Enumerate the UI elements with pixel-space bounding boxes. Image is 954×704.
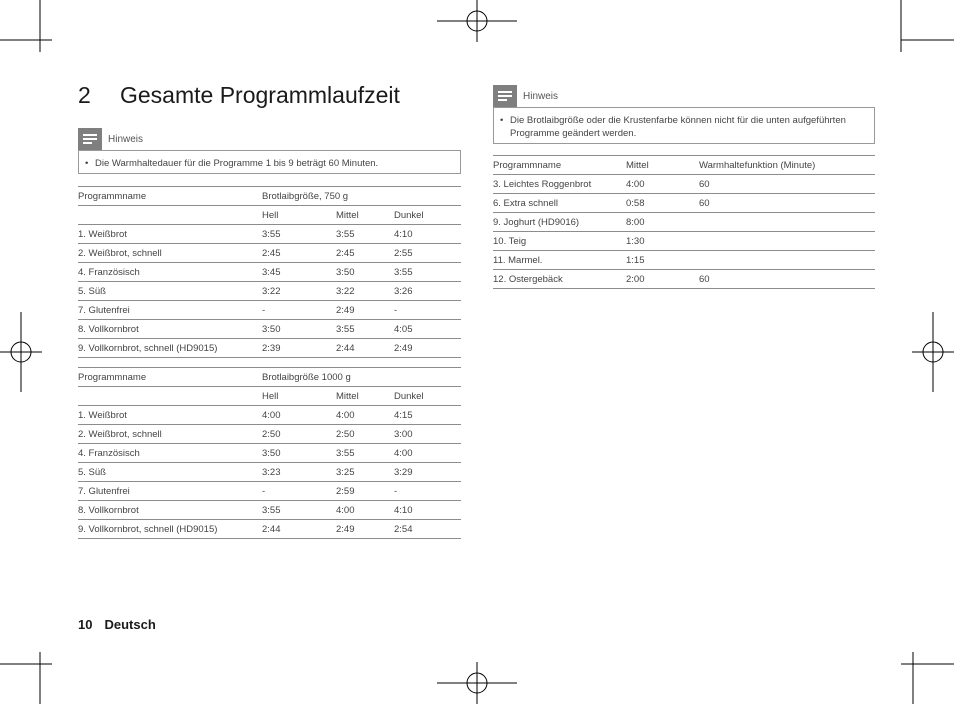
header-cell: Programmname (493, 156, 626, 175)
table-cell: 60 (699, 270, 875, 289)
table-cell: 2. Weißbrot, schnell (78, 425, 262, 444)
header-cell: Hell (262, 387, 336, 406)
table-cell: 3:55 (336, 444, 394, 463)
table-cell: 4:10 (394, 225, 461, 244)
table-cell: 2:39 (262, 339, 336, 358)
header-cell: Brotlaibgröße, 750 g (262, 187, 461, 206)
table-cell: 9. Joghurt (HD9016) (493, 213, 626, 232)
crop-mark-top-left (0, 0, 52, 52)
table-cell: 1:30 (626, 232, 699, 251)
table-row (78, 406, 461, 425)
table-cell: 3:55 (262, 501, 336, 520)
table-cell (699, 213, 875, 232)
table-row (493, 194, 875, 213)
table-row (493, 232, 875, 251)
table-cell: 3:45 (262, 263, 336, 282)
table-cell: 2:50 (336, 425, 394, 444)
table-cell: 2:49 (394, 339, 461, 358)
header-cell: Programmname (78, 368, 262, 387)
table-cell: 3:50 (262, 320, 336, 339)
table-row (78, 425, 461, 444)
table-row (78, 482, 461, 501)
page-number: 10 (78, 617, 93, 632)
note-text: Die Brotlaibgröße oder die Krustenfarbe können nicht für die unten aufgeführten Programme geändert werden. (510, 115, 846, 139)
note-icon (493, 85, 517, 107)
table-cell: 3:22 (336, 282, 394, 301)
table-row (78, 244, 461, 263)
table-cell: 60 (699, 175, 875, 194)
note-icon (78, 128, 102, 150)
registration-mark-right (912, 312, 954, 392)
table-cell: 4:00 (336, 406, 394, 425)
note-label: Hinweis (108, 133, 144, 145)
table-cell: 2:59 (336, 482, 394, 501)
registration-mark-bottom (437, 662, 517, 704)
bullet: • (85, 158, 89, 169)
table-cell: 3:23 (262, 463, 336, 482)
table-subheader-row (78, 387, 461, 406)
table-cell: 4:00 (262, 406, 336, 425)
table-row (78, 282, 461, 301)
table-row (78, 339, 461, 358)
table-row (78, 520, 461, 539)
section-title: Gesamte Programmlaufzeit (120, 82, 400, 108)
header-cell: Mittel (336, 206, 394, 225)
table-cell: 11. Marmel. (493, 251, 626, 270)
table-cell: 9. Vollkornbrot, schnell (HD9015) (78, 339, 262, 358)
registration-mark-left (0, 312, 42, 392)
note-header-left (78, 128, 143, 150)
table-subheader-row (78, 206, 461, 225)
table-row (78, 301, 461, 320)
table-cell: 5. Süß (78, 463, 262, 482)
table-1000g (78, 367, 461, 539)
table-cell (699, 251, 875, 270)
table-cell: 2:45 (336, 244, 394, 263)
table-cell: 8. Vollkornbrot (78, 320, 262, 339)
table-cell: 5. Süß (78, 282, 262, 301)
table-cell: - (262, 482, 336, 501)
section-number: 2 (78, 82, 91, 108)
page-title (78, 82, 400, 109)
table-cell: 2:55 (394, 244, 461, 263)
table-header-row (78, 187, 461, 206)
header-cell (78, 206, 262, 225)
header-cell: Dunkel (394, 387, 461, 406)
table-row (78, 320, 461, 339)
table-cell: 7. Glutenfrei (78, 301, 262, 320)
table-row (78, 501, 461, 520)
header-cell: Brotlaibgröße 1000 g (262, 368, 461, 387)
crop-mark-top-right (901, 0, 954, 52)
table-cell: 8:00 (626, 213, 699, 232)
table-cell: 3:26 (394, 282, 461, 301)
note-box-right (493, 107, 875, 144)
registration-mark-top (437, 0, 517, 42)
table-cell: 2:50 (262, 425, 336, 444)
table-cell: 3:55 (262, 225, 336, 244)
table-cell: 2:44 (262, 520, 336, 539)
table-header-row (78, 368, 461, 387)
table-cell: 3:29 (394, 463, 461, 482)
table-cell: 8. Vollkornbrot (78, 501, 262, 520)
table-cell: 4. Französisch (78, 263, 262, 282)
table-row (493, 251, 875, 270)
table-row (493, 213, 875, 232)
header-cell (78, 387, 262, 406)
table-cell: 3:22 (262, 282, 336, 301)
table-row (78, 263, 461, 282)
bullet: • (500, 115, 504, 126)
table-cell: 1:15 (626, 251, 699, 270)
table-cell: 10. Teig (493, 232, 626, 251)
table-cell: 12. Ostergebäck (493, 270, 626, 289)
table-cell: - (262, 301, 336, 320)
note-box-left (78, 150, 461, 174)
table-cell: 2. Weißbrot, schnell (78, 244, 262, 263)
table-row (493, 270, 875, 289)
table-cell: 3:55 (394, 263, 461, 282)
table-cell: 4:00 (626, 175, 699, 194)
note-header-right (493, 85, 558, 107)
table-cell: - (394, 482, 461, 501)
header-cell: Warmhaltefunktion (Minute) (699, 156, 875, 175)
table-cell: 3. Leichtes Roggenbrot (493, 175, 626, 194)
table-cell: 7. Glutenfrei (78, 482, 262, 501)
header-cell: Mittel (626, 156, 699, 175)
table-cell: 6. Extra schnell (493, 194, 626, 213)
table-cell: 3:55 (336, 320, 394, 339)
table-row (78, 463, 461, 482)
table-cell (699, 232, 875, 251)
table-row (493, 175, 875, 194)
table-cell: 0:58 (626, 194, 699, 213)
table-cell: 3:50 (262, 444, 336, 463)
table-cell: 4:00 (336, 501, 394, 520)
table-cell: 2:45 (262, 244, 336, 263)
table-cell: 3:55 (336, 225, 394, 244)
table-cell: 4:15 (394, 406, 461, 425)
table-cell: 9. Vollkornbrot, schnell (HD9015) (78, 520, 262, 539)
header-cell: Programmname (78, 187, 262, 206)
note-text: Die Warmhaltedauer für die Programme 1 bis 9 beträgt 60 Minuten. (95, 158, 379, 169)
table-cell: 3:00 (394, 425, 461, 444)
table-row (78, 444, 461, 463)
table-cell: 2:00 (626, 270, 699, 289)
crop-mark-bottom-left (0, 652, 52, 704)
table-cell: 4:05 (394, 320, 461, 339)
table-header-row (493, 156, 875, 175)
table-cell: - (394, 301, 461, 320)
table-cell: 4:10 (394, 501, 461, 520)
header-cell: Mittel (336, 387, 394, 406)
table-cell: 2:49 (336, 301, 394, 320)
language-label: Deutsch (104, 617, 156, 632)
table-cell: 4. Französisch (78, 444, 262, 463)
table-cell: 3:25 (336, 463, 394, 482)
table-cell: 4:00 (394, 444, 461, 463)
header-cell: Dunkel (394, 206, 461, 225)
table-cell: 1. Weißbrot (78, 225, 262, 244)
table-row (78, 225, 461, 244)
table-cell: 2:54 (394, 520, 461, 539)
note-label: Hinweis (523, 90, 559, 102)
table-cell: 2:44 (336, 339, 394, 358)
table-cell: 60 (699, 194, 875, 213)
table-cell: 1. Weißbrot (78, 406, 262, 425)
crop-mark-bottom-right (901, 652, 954, 704)
page-footer (78, 617, 156, 632)
table-750g (78, 186, 461, 358)
table-special-programs (493, 155, 875, 289)
table-cell: 2:49 (336, 520, 394, 539)
header-cell: Hell (262, 206, 336, 225)
table-cell: 3:50 (336, 263, 394, 282)
